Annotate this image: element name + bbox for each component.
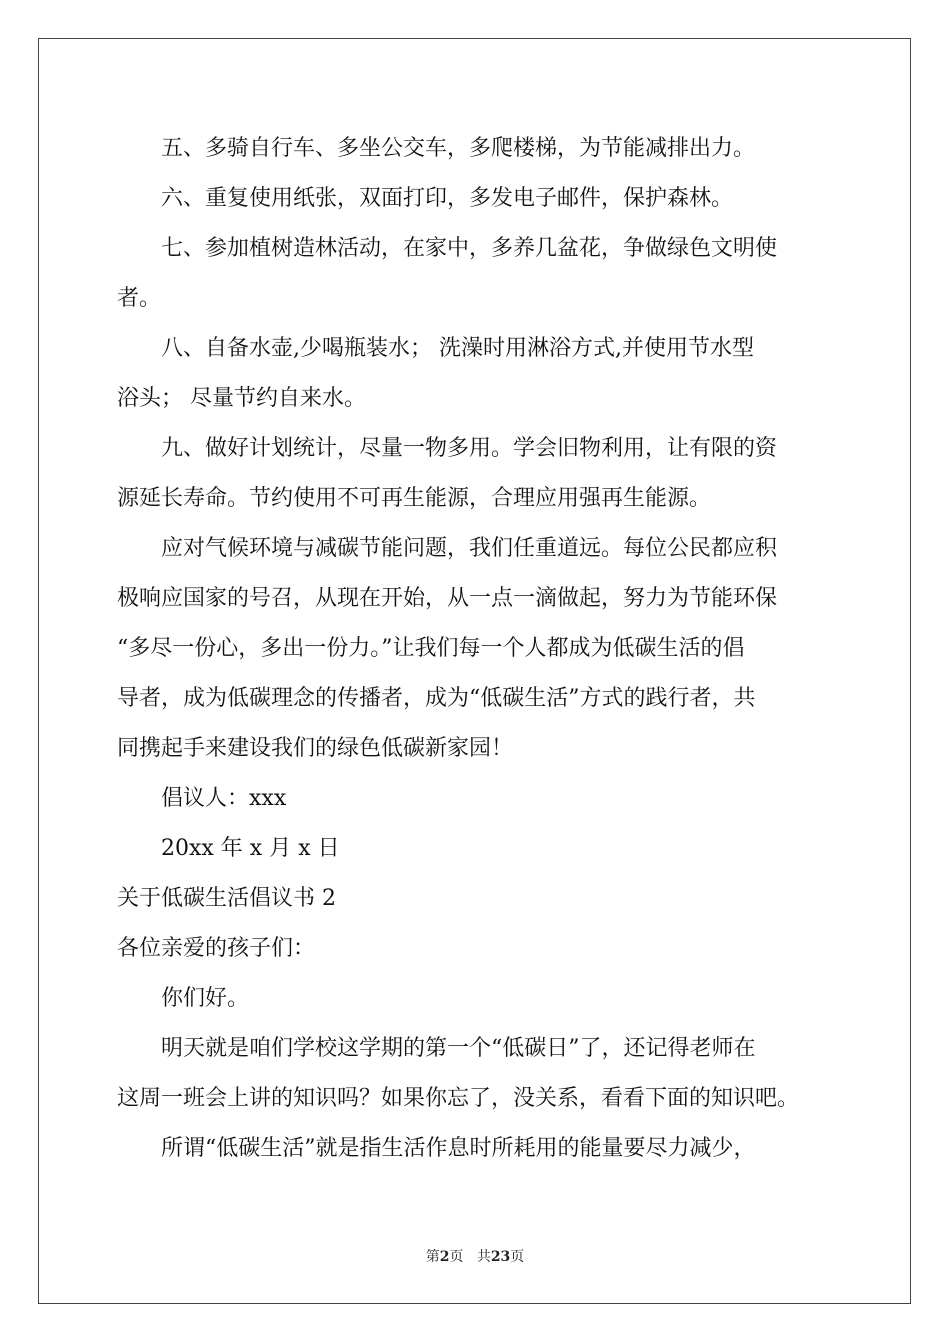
total-prefix: 共 [476,1249,491,1265]
paragraph-line: 明天就是咱们学校这学期的第一个“低碳日”了，还记得老师在 [117,1036,756,1061]
date-line: 20xx 年 x 月 x 日 [117,836,340,861]
paragraph-line: 应对气候环境与减碳节能问题，我们任重道远。每位公民都应积 [117,536,778,561]
page-footer [0,1246,950,1266]
paragraph-line: “多尽一份心，多出一份力。”让我们每一个人都成为低碳生活的倡 [117,636,745,661]
section-heading: 关于低碳生活倡议书 2 [117,886,336,911]
paragraph-line: 同携起手来建设我们的绿色低碳新家园！ [117,736,514,761]
paragraph-line: 六、重复使用纸张，双面打印，多发电子邮件，保护森林。 [117,186,734,211]
paragraph-line: 者。 [117,286,162,311]
page-number: 2 [439,1249,450,1265]
paragraph-line: 八、自备水壶,少喝瓶装水； 洗澡时用淋浴方式,并使用节水型 [117,336,754,361]
page-suffix: 页 [449,1249,464,1265]
greeting-line: 你们好。 [117,986,250,1011]
total-pages: 23 [490,1249,511,1265]
paragraph-line: 九、做好计划统计，尽量一物多用。学会旧物利用，让有限的资 [117,436,778,461]
paragraph-line: 导者，成为低碳理念的传播者，成为“低碳生活”方式的践行者，共 [117,686,756,711]
paragraph-line: 七、参加植树造林活动，在家中，多养几盆花，争做绿色文明使 [117,236,778,261]
paragraph-line: 所谓“低碳生活”就是指生活作息时所耗用的能量要尽力减少， [117,1136,756,1161]
paragraph-line: 极响应国家的号召，从现在开始，从一点一滴做起，努力为节能环保 [117,586,778,611]
salutation: 各位亲爱的孩子们： [117,936,316,961]
paragraph-line: 五、多骑自行车、多坐公交车，多爬楼梯，为节能减排出力。 [117,136,756,161]
total-suffix: 页 [510,1249,525,1265]
paragraph-line: 浴头； 尽量节约自来水。 [117,386,366,411]
page-prefix: 第 [425,1249,440,1265]
signature-line: 倡议人：xxx [117,786,287,811]
page-border [38,38,911,1304]
paragraph-line: 这周一班会上讲的知识吗？如果你忘了，没关系，看看下面的知识吧。 [117,1086,800,1111]
paragraph-line: 源延长寿命。节约使用不可再生能源，合理应用强再生能源。 [117,486,712,511]
